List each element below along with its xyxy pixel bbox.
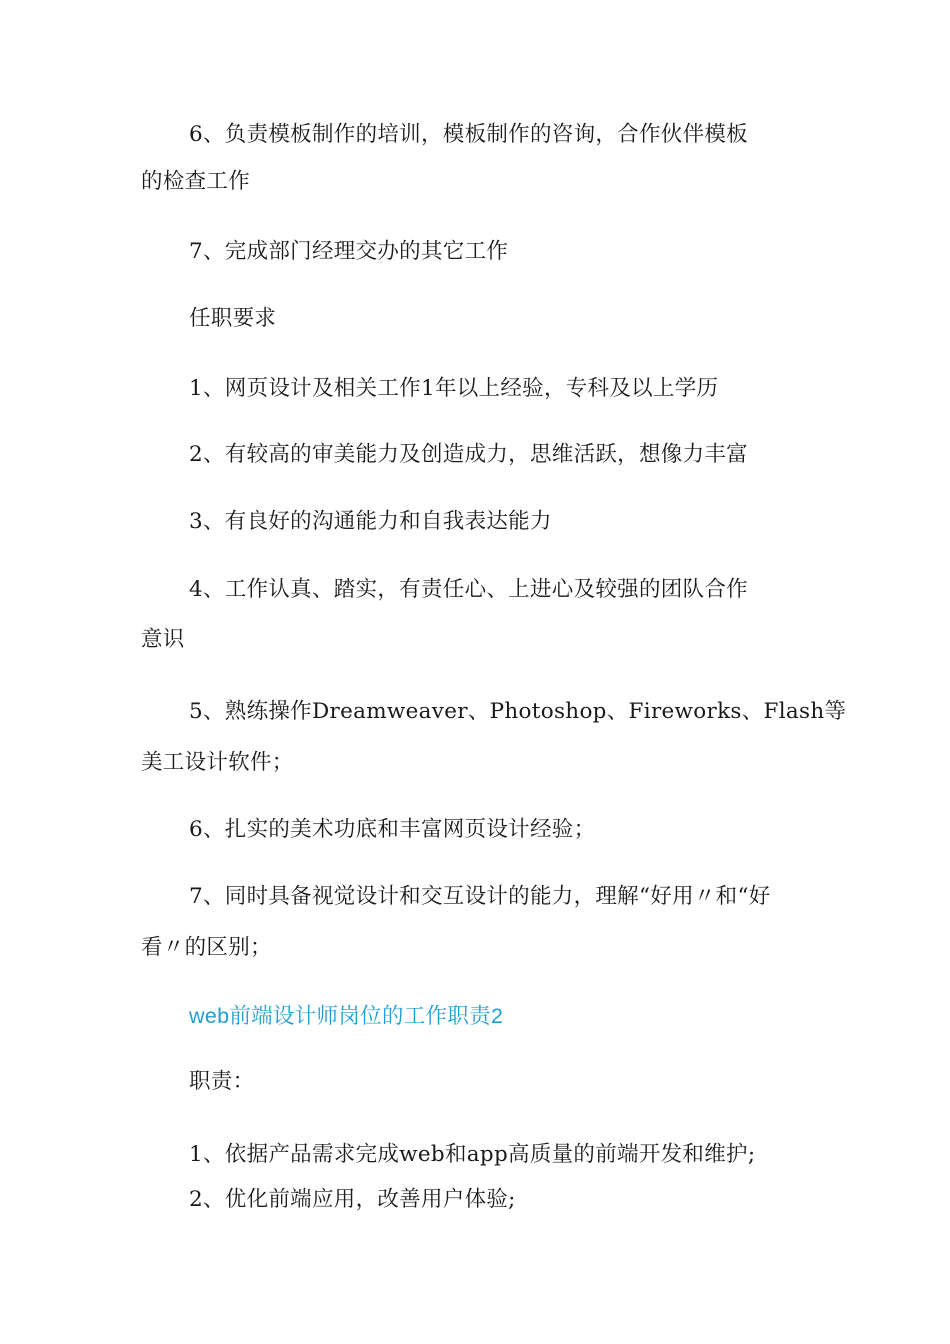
paragraph-line: 7、完成部门经理交办的其它工作 <box>189 239 509 264</box>
paragraph-line: 2、有较高的审美能力及创造成力，思维活跃，想像力丰富 <box>189 442 748 467</box>
paragraph-line: 1、网页设计及相关工作1年以上经验，专科及以上学历 <box>189 376 719 401</box>
paragraph-line: 7、同时具备视觉设计和交互设计的能力，理解“好用〃和“好 <box>189 884 771 909</box>
paragraph-line: 意识 <box>141 627 185 652</box>
section-heading: web前端设计师岗位的工作职责2 <box>189 1004 504 1028</box>
section-label: 职责： <box>189 1069 255 1094</box>
paragraph-line: 的检查工作 <box>141 169 251 194</box>
paragraph-line: 5、熟练操作Dreamweaver、Photoshop、Fireworks、Flash等 <box>189 699 847 724</box>
paragraph-line: 2、优化前端应用，改善用户体验; <box>189 1187 516 1212</box>
paragraph-line: 1、依据产品需求完成web和app高质量的前端开发和维护; <box>189 1142 756 1167</box>
paragraph-line: 4、工作认真、踏实，有责任心、上进心及较强的团队合作 <box>189 577 748 602</box>
paragraph-line: 3、有良好的沟通能力和自我表达能力 <box>189 509 552 534</box>
paragraph-line: 6、负责模板制作的培训，模板制作的咨询，合作伙伴模板 <box>189 122 748 147</box>
paragraph-line: 6、扎实的美术功底和丰富网页设计经验； <box>189 817 596 842</box>
section-label: 任职要求 <box>189 306 277 331</box>
paragraph-line: 美工设计软件； <box>141 750 294 775</box>
paragraph-line: 看〃的区别； <box>141 935 272 960</box>
